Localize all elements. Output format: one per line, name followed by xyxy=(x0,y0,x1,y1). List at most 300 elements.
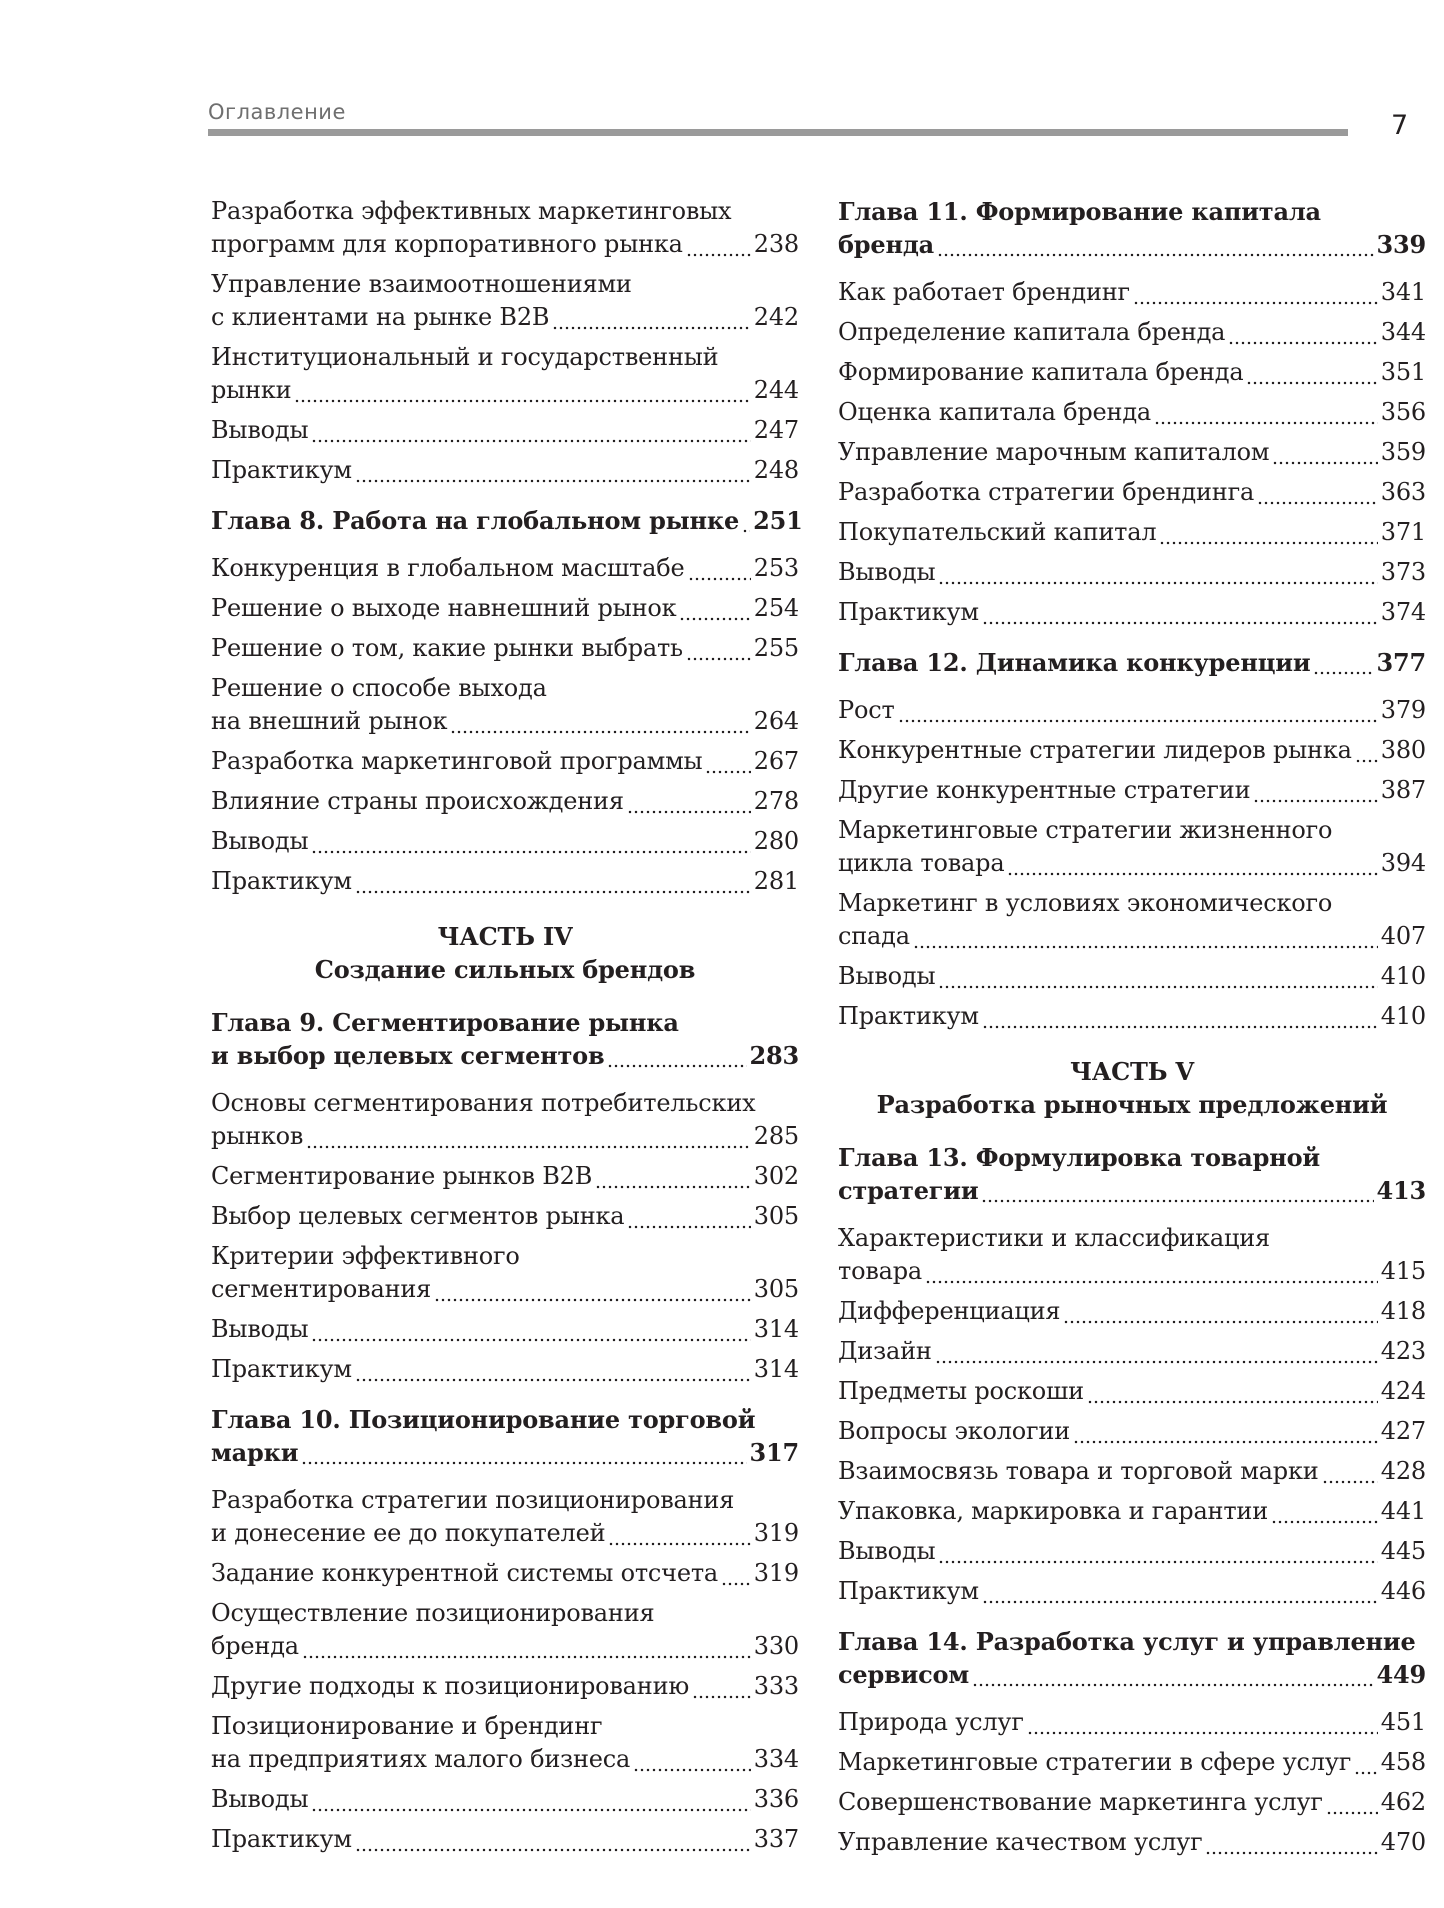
toc-page-number: 427 xyxy=(1380,1417,1426,1445)
toc-entry-row xyxy=(838,1455,1426,1488)
toc-entry-row xyxy=(211,1670,799,1703)
dot-leader xyxy=(1272,436,1377,469)
toc-entry xyxy=(838,887,1426,953)
toc-page-number: 281 xyxy=(753,867,799,895)
toc-entry-title: сегментирования xyxy=(211,1275,432,1303)
toc-entry-row xyxy=(211,552,799,585)
toc-page-number: 314 xyxy=(753,1315,799,1343)
dot-leader xyxy=(608,1517,750,1550)
toc-entry-title: Практикум xyxy=(211,1355,352,1383)
toc-entry xyxy=(211,552,799,585)
toc-entry-title: сервисом xyxy=(838,1660,970,1689)
part-label: ЧАСТЬ V xyxy=(1070,1057,1194,1086)
toc-entry-title: Оценка капитала бренда xyxy=(838,398,1152,426)
toc-entry-title: Формирование капитала бренда xyxy=(838,358,1244,386)
toc-entry-row xyxy=(211,1313,799,1346)
toc-entry xyxy=(838,774,1426,807)
dot-leader xyxy=(301,1436,746,1469)
toc-entry-title: Дизайн xyxy=(838,1337,932,1365)
toc-entry-row xyxy=(838,556,1426,589)
toc-entry-title: Определение капитала бренда xyxy=(838,318,1226,346)
toc-entry-title-line: Глава 13. Формулировка товарной xyxy=(838,1143,1320,1172)
toc-entry-title-line: Разработка стратегии позиционирования xyxy=(211,1486,735,1514)
dot-leader xyxy=(686,228,751,261)
toc-entry-row xyxy=(838,1786,1426,1819)
toc-page-number: 317 xyxy=(749,1438,799,1467)
toc-entry-row xyxy=(211,1743,799,1776)
toc-entry-title-line: Маркетинг в условиях экономического xyxy=(838,889,1333,917)
toc-page-number: 248 xyxy=(753,456,799,484)
dot-leader xyxy=(925,1255,1378,1288)
toc-entry-title: Глава 8. Работа на глобальном рынке xyxy=(211,506,740,535)
dot-leader xyxy=(627,1200,750,1233)
toc-chapter xyxy=(838,1625,1426,1691)
toc-page-number: 255 xyxy=(753,634,799,662)
toc-page-number: 371 xyxy=(1380,518,1426,546)
part-title: Создание сильных брендов xyxy=(314,955,696,984)
toc-entry-title: Выводы xyxy=(838,962,936,990)
toc-page-number: 251 xyxy=(753,506,803,535)
toc-entry-title: Взаимосвязь товара и торговой марки xyxy=(838,1457,1319,1485)
toc-entry xyxy=(211,1484,799,1550)
dot-leader xyxy=(721,1557,751,1590)
header-rule xyxy=(208,129,1348,136)
toc-page-number: 302 xyxy=(753,1162,799,1190)
toc-entry-title: товара xyxy=(838,1257,923,1285)
dot-leader xyxy=(938,1535,1377,1568)
toc-entry-row xyxy=(211,301,799,334)
toc-entry-title: Конкуренция в глобальном масштабе xyxy=(211,554,685,582)
toc-chapter xyxy=(838,1141,1426,1207)
toc-entry-title: Практикум xyxy=(211,1825,352,1853)
dot-leader xyxy=(1159,516,1377,549)
toc-entry xyxy=(838,516,1426,549)
toc-entry-row xyxy=(211,1517,799,1550)
toc-entry-title: Другие конкурентные стратегии xyxy=(838,776,1251,804)
toc-page-number: 441 xyxy=(1380,1497,1426,1525)
dot-leader xyxy=(938,556,1377,589)
toc-entry xyxy=(838,1535,1426,1568)
toc-entry-title: Практикум xyxy=(211,867,352,895)
toc-entry-row xyxy=(838,920,1426,953)
dot-leader xyxy=(1228,316,1378,349)
toc-entry-row xyxy=(211,454,799,487)
toc-entry-title-line: Управление взаимоотношениями xyxy=(211,270,632,298)
dot-leader xyxy=(1087,1375,1378,1408)
toc-entry-row xyxy=(838,646,1426,679)
toc-page-number: 337 xyxy=(753,1825,799,1853)
toc-entry-title: Выводы xyxy=(838,1537,936,1565)
toc-entry-row xyxy=(838,694,1426,727)
dot-leader xyxy=(705,745,750,778)
toc-entry-row xyxy=(838,1295,1426,1328)
dot-leader xyxy=(311,414,750,447)
toc-entry-title: Управление качеством услуг xyxy=(838,1828,1203,1856)
toc-page-number: 356 xyxy=(1380,398,1426,426)
toc-entry-row xyxy=(211,504,803,537)
part-title: Разработка рыночных предложений xyxy=(876,1090,1388,1119)
dot-leader xyxy=(898,694,1378,727)
toc-entry xyxy=(211,1160,799,1193)
dot-leader xyxy=(1322,1455,1378,1488)
dot-leader xyxy=(1313,646,1373,679)
dot-leader xyxy=(1246,356,1377,389)
toc-entry xyxy=(838,814,1426,880)
toc-entry xyxy=(211,865,799,898)
toc-entry xyxy=(838,1222,1426,1288)
dot-leader xyxy=(982,596,1378,629)
toc-entry-row xyxy=(838,316,1426,349)
toc-entry xyxy=(838,316,1426,349)
dot-leader xyxy=(1133,276,1378,309)
toc-entry xyxy=(211,1087,799,1153)
toc-entry xyxy=(838,476,1426,509)
toc-entry-title: бренда xyxy=(211,1632,299,1660)
dot-leader xyxy=(937,228,1374,261)
toc-entry-title-line: Критерии эффективного xyxy=(211,1242,520,1270)
toc-entry-title-line: Институциональный и государственный xyxy=(211,343,719,371)
toc-entry-title: на внешний рынок xyxy=(211,707,448,735)
toc-page-number: 415 xyxy=(1380,1257,1426,1285)
toc-entry xyxy=(838,1495,1426,1528)
dot-leader xyxy=(1271,1495,1378,1528)
dot-leader xyxy=(607,1039,746,1072)
toc-entry-row xyxy=(838,228,1426,261)
dot-leader xyxy=(981,1174,1373,1207)
toc-entry xyxy=(211,195,799,261)
toc-entry-row xyxy=(211,1353,799,1386)
toc-entry-row xyxy=(838,734,1426,767)
toc-page-number: 351 xyxy=(1380,358,1426,386)
toc-entry-row xyxy=(838,436,1426,469)
dot-leader xyxy=(935,1335,1378,1368)
toc-entry-title: Задание конкурентной системы отсчета xyxy=(211,1559,719,1587)
toc-page-number: 410 xyxy=(1380,1002,1426,1030)
toc-page-number: 428 xyxy=(1380,1457,1426,1485)
dot-leader xyxy=(1205,1826,1377,1859)
toc-entry-title: Управление марочным капиталом xyxy=(838,438,1270,466)
toc-page-number: 374 xyxy=(1380,598,1426,626)
toc-entry xyxy=(211,1353,799,1386)
toc-entry-row xyxy=(211,414,799,447)
toc-entry-row xyxy=(838,1495,1426,1528)
toc-entry-title: Разработка маркетинговой программы xyxy=(211,747,703,775)
toc-entry xyxy=(838,1575,1426,1608)
toc-page-number: 305 xyxy=(753,1202,799,1230)
dot-leader xyxy=(742,504,750,537)
dot-leader xyxy=(450,705,750,738)
toc-entry-row xyxy=(838,1000,1426,1033)
toc-entry-row xyxy=(211,745,799,778)
toc-entry-row xyxy=(838,276,1426,309)
toc-page-number: 446 xyxy=(1380,1577,1426,1605)
toc-entry-row xyxy=(211,1273,799,1306)
toc-entry-title: Влияние страны происхождения xyxy=(211,787,624,815)
dot-leader xyxy=(1326,1786,1378,1819)
toc-entry-title: с клиентами на рынке B2B xyxy=(211,303,550,331)
toc-page-number: 423 xyxy=(1380,1337,1426,1365)
toc-entry-title: Совершенствование маркетинга услуг xyxy=(838,1788,1323,1816)
toc-page-number: 238 xyxy=(753,230,799,258)
toc-entry xyxy=(211,1313,799,1346)
toc-page-number: 410 xyxy=(1380,962,1426,990)
toc-entry xyxy=(838,1706,1426,1739)
toc-entry-title-line: Решение о способе выхода xyxy=(211,674,547,702)
toc-entry-title: Сегментирование рынков B2B xyxy=(211,1162,593,1190)
dot-leader xyxy=(982,1575,1378,1608)
toc-entry xyxy=(838,1415,1426,1448)
toc-page-number: 394 xyxy=(1380,849,1426,877)
toc-entry xyxy=(211,268,799,334)
toc-entry-title: Другие подходы к позиционированию xyxy=(211,1672,690,1700)
dot-leader xyxy=(1253,774,1377,807)
toc-entry-row xyxy=(838,516,1426,549)
toc-entry-title: на предприятиях малого бизнеса xyxy=(211,1745,631,1773)
toc-entry-row xyxy=(211,785,799,818)
dot-leader xyxy=(434,1273,751,1306)
toc-chapter xyxy=(211,504,803,537)
toc-entry xyxy=(838,596,1426,629)
toc-entry-row xyxy=(211,865,799,898)
toc-entry xyxy=(838,1786,1426,1819)
toc-entry-row xyxy=(838,1375,1426,1408)
toc-entry xyxy=(211,1670,799,1703)
toc-entry-row xyxy=(838,396,1426,429)
toc-entry xyxy=(211,341,799,407)
toc-entry-title: Покупательский капитал xyxy=(838,518,1157,546)
toc-entry-title-line: Позиционирование и брендинг xyxy=(211,1712,603,1740)
dot-leader xyxy=(306,1120,751,1153)
toc-entry-title: бренда xyxy=(838,230,934,259)
toc-entry xyxy=(838,436,1426,469)
toc-entry-title-line: Глава 11. Формирование капитала xyxy=(838,197,1321,226)
toc-entry xyxy=(838,1335,1426,1368)
toc-entry-title: Конкурентные стратегии лидеров рынка xyxy=(838,736,1352,764)
toc-entry-row xyxy=(211,825,799,858)
toc-page-number: 244 xyxy=(753,376,799,404)
dot-leader xyxy=(355,454,751,487)
toc-entry xyxy=(838,1000,1426,1033)
dot-leader xyxy=(938,960,1377,993)
toc-entry-title: Глава 12. Динамика конкуренции xyxy=(838,648,1311,677)
toc-page-number: 242 xyxy=(753,303,799,331)
toc-entry xyxy=(838,694,1426,727)
toc-entry-title-line: Глава 14. Разработка услуг и управление xyxy=(838,1627,1416,1656)
toc-page-number: 305 xyxy=(753,1275,799,1303)
toc-entry-title: Маркетинговые стратегии в сфере услуг xyxy=(838,1748,1352,1776)
toc-entry xyxy=(211,1597,799,1663)
toc-entry-title-line: Глава 9. Сегментирование рынка xyxy=(211,1008,679,1037)
toc-page-number: 319 xyxy=(753,1559,799,1587)
toc-page-number: 334 xyxy=(753,1745,799,1773)
toc-entry-row xyxy=(838,1575,1426,1608)
toc-page-number: 253 xyxy=(753,554,799,582)
toc-page-number: 449 xyxy=(1376,1660,1426,1689)
dot-leader xyxy=(688,552,751,585)
toc-page-number: 341 xyxy=(1380,278,1426,306)
dot-leader xyxy=(1354,1746,1378,1779)
running-title: Оглавление xyxy=(208,100,346,124)
toc-entry xyxy=(211,1783,799,1816)
toc-entry-title: стратегии xyxy=(838,1176,979,1205)
toc-entry-row xyxy=(838,847,1426,880)
toc-entry-row xyxy=(211,1039,799,1072)
toc-entry-row xyxy=(838,774,1426,807)
toc-page-number: 377 xyxy=(1376,648,1426,677)
toc-entry-title-line: Маркетинговые стратегии жизненного xyxy=(838,816,1333,844)
toc-entry-row xyxy=(838,476,1426,509)
dot-leader xyxy=(595,1160,751,1193)
toc-entry-row xyxy=(211,1200,799,1233)
toc-entry xyxy=(838,1826,1426,1859)
toc-entry-row xyxy=(211,374,799,407)
toc-entry xyxy=(211,592,799,625)
toc-entry-title: Предметы роскоши xyxy=(838,1377,1084,1405)
toc-entry xyxy=(211,454,799,487)
toc-entry-row xyxy=(211,1120,799,1153)
toc-entry xyxy=(211,745,799,778)
toc-entry-row xyxy=(211,1823,799,1856)
toc-page-number: 280 xyxy=(753,827,799,855)
toc-entry-title: рынки xyxy=(211,376,292,404)
toc-page-number: 285 xyxy=(753,1122,799,1150)
toc-entry-title: и выбор целевых сегментов xyxy=(211,1041,605,1070)
dot-leader xyxy=(302,1630,751,1663)
toc-entry-title: рынков xyxy=(211,1122,304,1150)
toc-entry-title: Выводы xyxy=(211,827,309,855)
toc-page-number: 254 xyxy=(753,594,799,622)
dot-leader xyxy=(1027,1706,1378,1739)
toc-entry-title: Практикум xyxy=(838,598,979,626)
toc-entry-row xyxy=(211,1160,799,1193)
toc-entry-title: Как работает брендинг xyxy=(838,278,1130,306)
dot-leader xyxy=(982,1000,1378,1033)
toc-entry-title: Выводы xyxy=(211,1315,309,1343)
toc-entry-row xyxy=(838,1535,1426,1568)
toc-page-number: 247 xyxy=(753,416,799,444)
dot-leader xyxy=(679,592,750,625)
toc-entry-title: и донесение ее до покупателей xyxy=(211,1519,606,1547)
page-number: 7 xyxy=(1391,110,1409,141)
toc-entry xyxy=(838,960,1426,993)
toc-right-column xyxy=(838,195,1426,1866)
dot-leader xyxy=(294,374,750,407)
toc-entry xyxy=(211,1823,799,1856)
toc-entry-title: Практикум xyxy=(838,1577,979,1605)
dot-leader xyxy=(1154,396,1378,429)
toc-entry-title: Решение о том, какие рынки выбрать xyxy=(211,634,683,662)
toc-page-number: 330 xyxy=(753,1632,799,1660)
toc-entry-row xyxy=(838,1335,1426,1368)
toc-page-number: 424 xyxy=(1380,1377,1426,1405)
toc-entry-row xyxy=(838,960,1426,993)
toc-entry xyxy=(838,1375,1426,1408)
toc-entry-title: Выводы xyxy=(838,558,936,586)
toc-entry-row xyxy=(211,705,799,738)
toc-page-number: 264 xyxy=(753,707,799,735)
toc-page-number: 379 xyxy=(1380,696,1426,724)
toc-entry xyxy=(838,1746,1426,1779)
toc-page-number: 336 xyxy=(753,1785,799,1813)
toc-entry-title: Дифференциация xyxy=(838,1297,1061,1325)
toc-page-number: 445 xyxy=(1380,1537,1426,1565)
toc-page-number: 314 xyxy=(753,1355,799,1383)
part-label: ЧАСТЬ IV xyxy=(437,922,573,951)
toc-page-number: 470 xyxy=(1380,1828,1426,1856)
toc-entry-title: Природа услуг xyxy=(838,1708,1024,1736)
toc-entry-title: Рост xyxy=(838,696,895,724)
toc-entry xyxy=(211,1200,799,1233)
toc-page-number: 380 xyxy=(1380,736,1426,764)
toc-entry xyxy=(838,734,1426,767)
dot-leader xyxy=(311,825,750,858)
toc-chapter xyxy=(838,195,1426,261)
dot-leader xyxy=(627,785,751,818)
toc-entry-row xyxy=(838,1706,1426,1739)
toc-entry-row xyxy=(838,1746,1426,1779)
dot-leader xyxy=(1007,847,1377,880)
dot-leader xyxy=(972,1658,1373,1691)
toc-page-number: 458 xyxy=(1380,1748,1426,1776)
dot-leader xyxy=(311,1783,750,1816)
toc-entry xyxy=(211,825,799,858)
toc-entry-title: Практикум xyxy=(211,456,352,484)
dot-leader xyxy=(1063,1295,1377,1328)
toc-page-number: 373 xyxy=(1380,558,1426,586)
toc-entry-row xyxy=(838,1255,1426,1288)
toc-chapter xyxy=(838,646,1426,679)
toc-entry-row xyxy=(211,1630,799,1663)
toc-left-column xyxy=(211,195,803,1863)
toc-entry-title: спада xyxy=(838,922,910,950)
toc-entry-row xyxy=(211,632,799,665)
dot-leader xyxy=(692,1670,751,1703)
toc-entry-title-line: Основы сегментирования потребительских xyxy=(211,1089,756,1117)
toc-page-number: 278 xyxy=(753,787,799,815)
toc-entry-title: Разработка стратегии брендинга xyxy=(838,478,1255,506)
toc-page-number: 339 xyxy=(1376,230,1426,259)
toc-entry-row xyxy=(838,596,1426,629)
toc-entry-title: Выводы xyxy=(211,1785,309,1813)
dot-leader xyxy=(355,1823,751,1856)
dot-leader xyxy=(355,865,751,898)
toc-entry-row xyxy=(211,228,799,261)
toc-page-number: 344 xyxy=(1380,318,1426,346)
toc-entry-title: цикла товара xyxy=(838,849,1005,877)
toc-entry-row xyxy=(838,356,1426,389)
dot-leader xyxy=(552,301,750,334)
toc-entry-row xyxy=(211,592,799,625)
toc-page-number: 283 xyxy=(749,1041,799,1070)
toc-entry-title: марки xyxy=(211,1438,299,1467)
toc-entry-title-line: Глава 10. Позиционирование торговой xyxy=(211,1405,756,1434)
toc-page-number: 387 xyxy=(1380,776,1426,804)
toc-page-number: 462 xyxy=(1380,1788,1426,1816)
toc-page-number: 359 xyxy=(1380,438,1426,466)
toc-entry-title: Практикум xyxy=(838,1002,979,1030)
dot-leader xyxy=(355,1353,751,1386)
toc-entry-title: Решение о выходе навнешний рынок xyxy=(211,594,677,622)
toc-entry-title: программ для корпоративного рынка xyxy=(211,230,683,258)
dot-leader xyxy=(311,1313,750,1346)
toc-page-number: 407 xyxy=(1380,922,1426,950)
toc-entry-title-line: Разработка эффективных маркетинговых xyxy=(211,197,732,225)
toc-entry-row xyxy=(838,1658,1426,1691)
toc-entry-title: Выбор целевых сегментов рынка xyxy=(211,1202,625,1230)
toc-entry-row xyxy=(211,1557,799,1590)
toc-entry-title: Вопросы экологии xyxy=(838,1417,1071,1445)
toc-chapter xyxy=(211,1006,799,1072)
